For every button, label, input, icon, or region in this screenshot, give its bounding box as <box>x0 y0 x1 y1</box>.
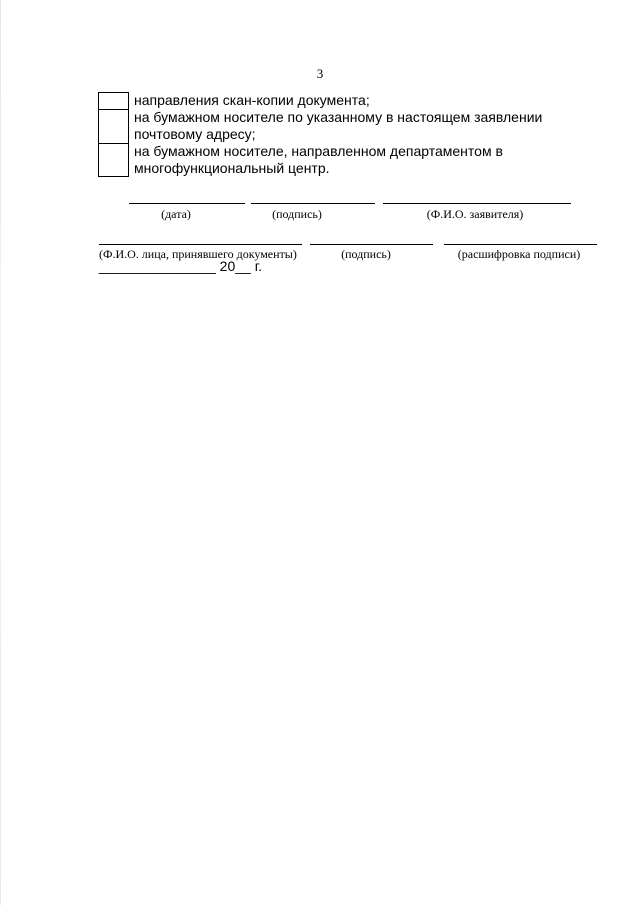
receiver-name-caption: (Ф.И.О. лица, принявшего документы) <box>99 247 297 261</box>
checkbox-paper-mfc[interactable] <box>98 143 129 177</box>
option-label-paper-mail: на бумажном носителе по указанному в настоящем заявлении почтовому адресу; <box>134 109 543 142</box>
receiver-decoding-caption: (расшифровка подписи) <box>457 247 581 261</box>
option-row-paper-mfc <box>98 143 598 177</box>
checkbox-paper-mail[interactable] <box>98 109 129 143</box>
option-row-paper-mail <box>98 109 598 143</box>
receiver-signature-caption: (подпись) <box>341 247 391 261</box>
receipt-date: _______________ 20__ г. <box>99 258 263 274</box>
delivery-options-list <box>98 92 598 177</box>
checkbox-scan-copy[interactable] <box>98 92 129 109</box>
option-label-paper-mfc: на бумажном носителе, направленном департаментом в многофункциональный центр. <box>134 143 503 176</box>
signature-line[interactable] <box>251 203 375 204</box>
option-row-scan-copy <box>98 92 598 109</box>
date-line[interactable] <box>129 203 245 204</box>
page-left-edge <box>0 0 1 905</box>
page-number: 3 <box>316 66 324 81</box>
receiver-decoding-line[interactable] <box>444 244 597 245</box>
applicant-name-line[interactable] <box>383 203 571 204</box>
signature-caption: (подпись) <box>272 207 322 221</box>
receiver-name-line[interactable] <box>99 244 302 245</box>
date-caption: (дата) <box>161 207 191 221</box>
applicant-name-caption: (Ф.И.О. заявителя) <box>426 207 524 221</box>
receiver-signature-line[interactable] <box>310 244 433 245</box>
option-label-scan-copy: направления скан-копии документа; <box>134 92 370 108</box>
